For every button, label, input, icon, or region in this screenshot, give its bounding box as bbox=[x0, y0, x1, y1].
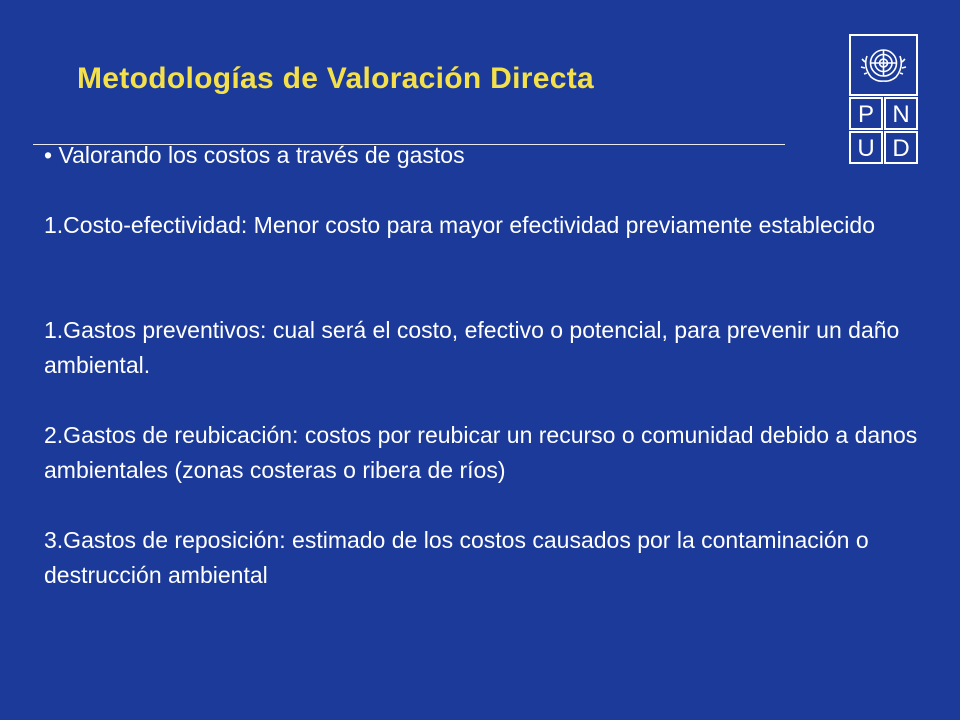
logo-letter-p: P bbox=[857, 101, 875, 128]
list-item-gastos-reposicion: 3.Gastos de reposición: estimado de los costos causados por la contaminación o destrucción ambiental bbox=[44, 527, 869, 588]
list-item-costo-efectividad: 1.Costo-efectividad: Menor costo para mayor efectividad previamente establecido bbox=[44, 212, 875, 238]
bullet-point: • Valorando los costos a través de gastos bbox=[44, 142, 465, 168]
list-item-gastos-preventivos: 1.Gastos preventivos: cual será el costo, efectivo o potencial, para prevenir un daño ambiental. bbox=[44, 317, 900, 378]
list-item-gastos-reubicacion: 2.Gastos de reubicación: costos por reubicar un recurso o comunidad debido a danos ambientales (zonas costeras o ribera de ríos) bbox=[44, 422, 918, 483]
logo-letter-n: N bbox=[892, 101, 910, 128]
slide-body bbox=[44, 138, 954, 593]
slide-title: Metodologías de Valoración Directa bbox=[77, 62, 594, 95]
logo-letter-d: D bbox=[892, 135, 910, 162]
logo-letter-u: U bbox=[857, 135, 875, 162]
